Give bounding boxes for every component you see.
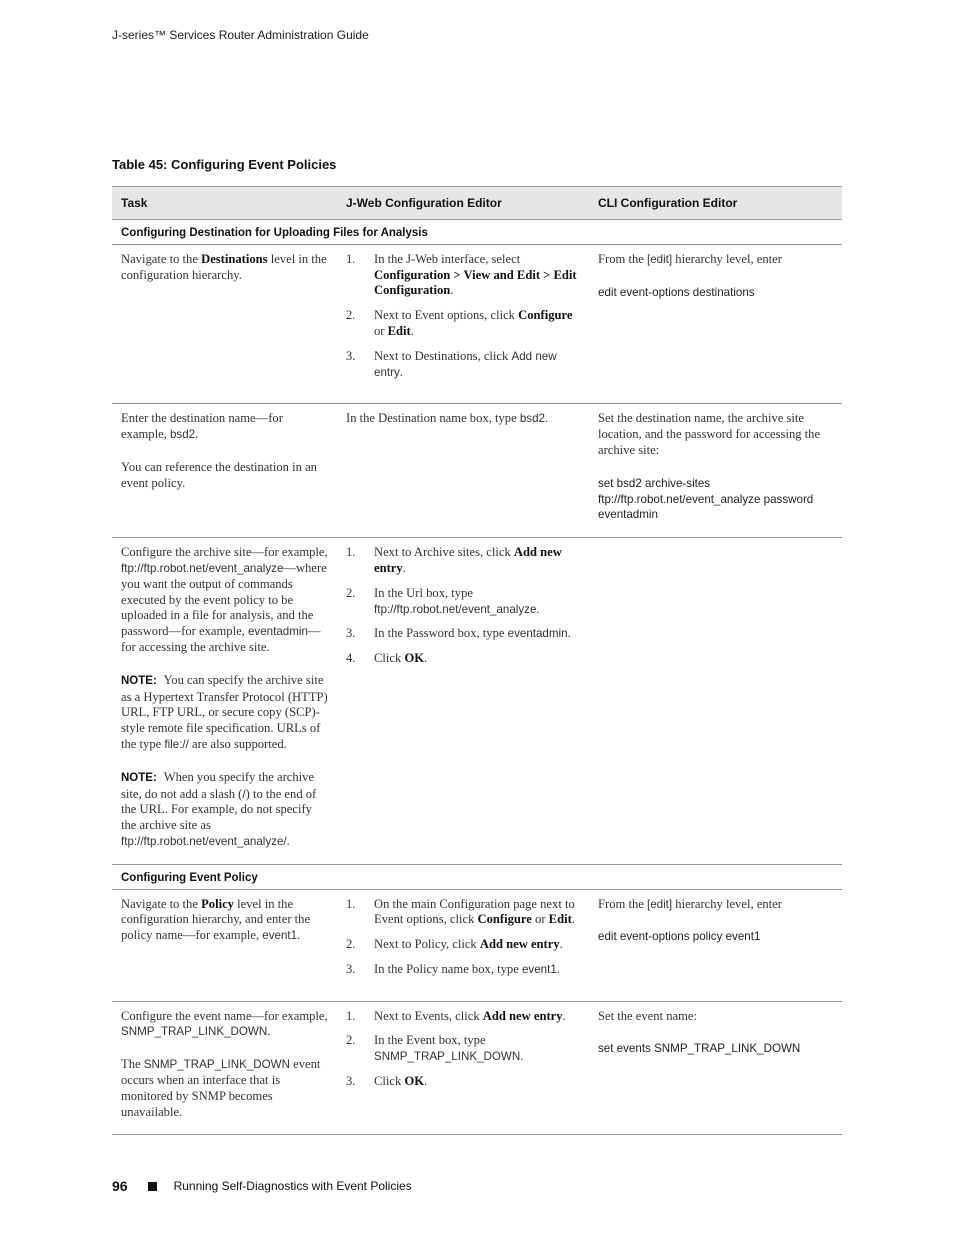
cli-text: Set the event name: [598,1008,697,1023]
cli-command: set bsd2 archive-sites ftp://ftp.robot.net/event_analyze password eventadmin [598,476,814,522]
step-list [346,252,580,381]
page-number: 96 [112,1178,128,1194]
step-item: 2. In the Event box, type SNMP_TRAP_LINK_DOWN. [346,1033,524,1064]
task-text: Configure the event name—for example, SNMP_TRAP_LINK_DOWN. [121,1008,328,1039]
cli-cell [589,404,842,538]
jweb-cell [337,1001,589,1135]
step-item: 1. Next to Events, click Add new entry. [346,1008,566,1023]
task-text: Navigate to the Destinations level in the configuration hierarchy. [121,251,327,282]
step-list [346,545,580,667]
note: NOTE: When you specify the archive site, do not add a slash (/) to the end of the URL. For example, do not specify the archive site as ftp://ftp.robot.net/event_analyze/. [121,769,317,848]
table-row [112,244,842,404]
task-cell [112,244,337,404]
task-text: Enter the destination name—for example, bsd2. [121,411,283,442]
cli-cell [589,244,842,404]
event-policies-table [112,186,842,1135]
step-item: 3. In the Password box, type eventadmin. [346,626,571,641]
task-text: Configure the archive site—for example, ftp://ftp.robot.net/event_analyze—where you want the output of commands executed by the event policy to be uploaded in a file for analysis, and the password—for example, eventadmin—for accessing the archive site. [121,545,328,654]
jweb-text: In the Destination name box, type bsd2. [346,411,549,426]
footer-chapter-title: Running Self-Diagnostics with Event Policies [173,1179,412,1193]
step-item: 2. Next to Policy, click Add new entry. [346,937,563,952]
table-row [112,404,842,538]
cli-text: Set the destination name, the archive site location, and the password for accessing the archive site: [598,411,821,457]
cli-cell [589,889,842,1001]
table-row [112,889,842,1001]
cli-command: edit event-options destinations [598,285,755,299]
jweb-cell [337,889,589,1001]
task-cell [112,538,337,865]
cli-text: From the [edit] hierarchy level, enter [598,251,782,266]
section-row [112,220,842,245]
cli-cell [589,538,842,865]
section-title: Configuring Destination for Uploading Files for Analysis [112,220,842,245]
running-header: J-series™ Services Router Administration Guide [112,28,369,42]
table-row [112,538,842,865]
jweb-cell [337,404,589,538]
step-item: 2. Next to Event options, click Configure or Edit. [346,308,573,338]
note: NOTE: You can specify the archive site as a Hypertext Transfer Protocol (HTTP) URL, FTP URL, or secure copy (SCP)-style remote file specification. URLs of the type file:// are also supported. [121,672,328,751]
step-item: 1. In the J-Web interface, select Configuration > View and Edit > Edit Configuration. [346,251,577,298]
step-item: 3. In the Policy name box, type event1. [346,961,560,976]
cli-cell [589,1001,842,1135]
step-item: 1. On the main Configuration page next to Event options, click Configure or Edit. [346,896,575,927]
page-footer [112,1178,412,1194]
column-header-jweb: J-Web Configuration Editor [337,187,589,220]
cli-text: From the [edit] hierarchy level, enter [598,896,782,911]
cli-command: edit event-options policy event1 [598,930,761,944]
jweb-cell [337,538,589,865]
step-item: 3. Next to Destinations, click Add new entry. [346,348,557,379]
table-row [112,1001,842,1135]
task-cell [112,1001,337,1135]
step-item: 1. Next to Archive sites, click Add new entry. [346,545,562,575]
column-header-task: Task [112,187,337,220]
task-cell [112,404,337,538]
step-item: 3. Click OK. [346,1074,428,1089]
step-item: 4. Click OK. [346,651,428,666]
step-list [346,1009,580,1090]
section-title: Configuring Event Policy [112,864,842,889]
cli-command: set events SNMP_TRAP_LINK_DOWN [598,1042,801,1056]
jweb-cell [337,244,589,404]
section-row [112,864,842,889]
step-list [346,897,580,978]
task-text: The SNMP_TRAP_LINK_DOWN event occurs when an interface that is monitored by SNMP becomes unavailable. [121,1057,321,1119]
task-cell [112,889,337,1001]
table-title: Table 45: Configuring Event Policies [112,157,337,172]
step-item: 2. In the Url box, type ftp://ftp.robot.net/event_analyze. [346,585,540,616]
column-header-cli: CLI Configuration Editor [589,187,842,220]
task-text: You can reference the destination in an event policy. [121,459,317,490]
task-text: Navigate to the Policy level in the configuration hierarchy, and enter the policy name—for example, event1. [121,896,311,943]
table-header-row [112,187,842,220]
square-bullet-icon [148,1182,157,1191]
